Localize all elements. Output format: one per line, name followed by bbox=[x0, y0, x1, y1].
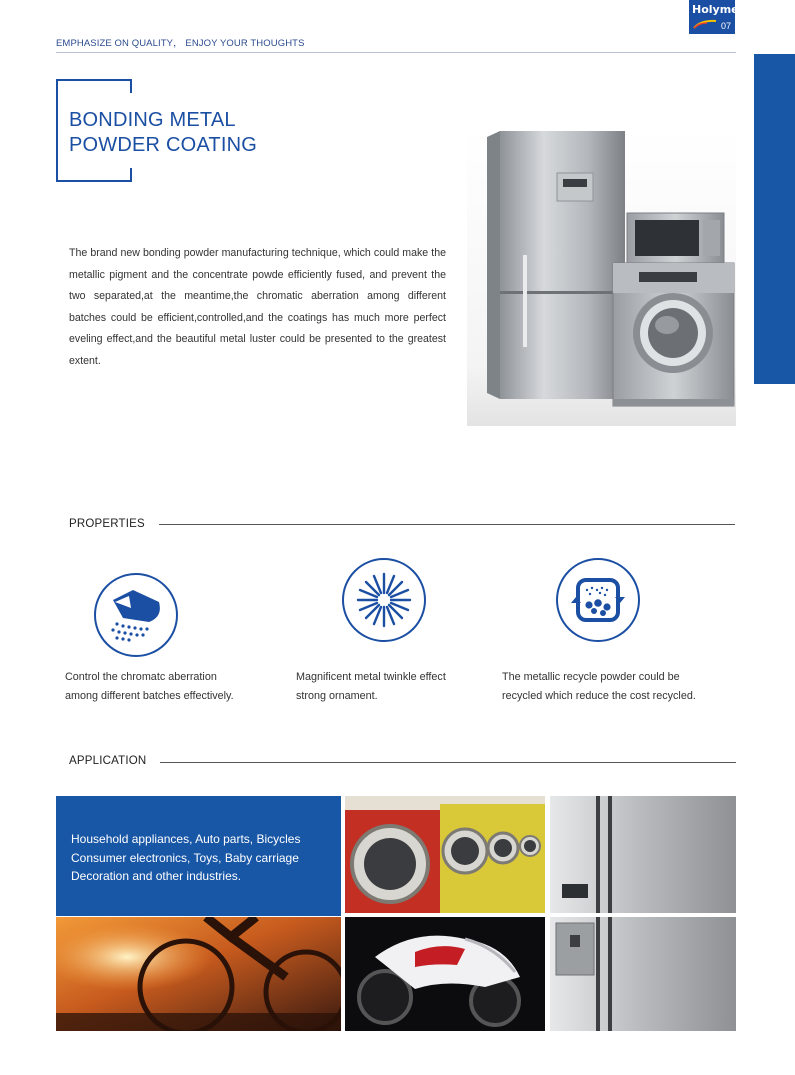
property-1-line-2: among different batches effectively. bbox=[65, 690, 234, 702]
property-3-line-1: The metallic recycle powder could be bbox=[502, 671, 680, 683]
application-divider bbox=[160, 762, 736, 763]
logo-swoosh-icon bbox=[693, 19, 717, 29]
properties-divider bbox=[159, 524, 735, 525]
property-text-1 bbox=[65, 668, 255, 706]
application-line-3: Decoration and other industries. bbox=[71, 869, 242, 883]
powder-pour-icon bbox=[93, 572, 179, 658]
brand-name: Holyme bbox=[692, 3, 739, 16]
header-divider bbox=[56, 52, 736, 53]
side-accent-band bbox=[754, 54, 795, 384]
property-1-line-1: Control the chromatc aberration bbox=[65, 671, 217, 683]
title-line-1: BONDING METAL bbox=[69, 109, 236, 131]
application-line-1: Household appliances, Auto parts, Bicycles bbox=[71, 832, 301, 846]
application-list bbox=[71, 830, 341, 886]
bicycle-photo bbox=[56, 917, 341, 1031]
page-title bbox=[69, 108, 257, 158]
property-3-line-2: recycled which reduce the cost recycled. bbox=[502, 690, 696, 702]
title-frame-tick bbox=[130, 168, 132, 182]
application-line-2: Consumer electronics, Toys, Baby carriage bbox=[71, 850, 299, 865]
appliance-photo bbox=[467, 127, 736, 426]
recycle-powder-icon bbox=[555, 557, 641, 643]
motorcycle-photo bbox=[345, 917, 545, 1031]
property-text-2 bbox=[296, 668, 471, 706]
property-text-3 bbox=[502, 668, 717, 706]
title-frame-tick bbox=[130, 79, 132, 93]
laundromat-photo bbox=[345, 796, 545, 913]
fridge-photo-bottom bbox=[550, 917, 736, 1031]
page-number: 07 bbox=[720, 21, 731, 31]
title-line-2: POWDER COATING bbox=[69, 134, 257, 156]
brand-logo bbox=[689, 0, 739, 34]
property-2-line-2: strong ornament. bbox=[296, 690, 378, 702]
intro-paragraph: The brand new bonding powder manufacturing technique, which could make the metallic pigment and the concentrate powde efficiently fused, and prevent the two separated,at the meantime,the chromatic aberration among different batches could be efficient,controlled,and the coatings has much more perfect eveling effect,and the beautiful metal luster could be presented to the greatest extent. bbox=[69, 247, 446, 367]
property-2-line-1: Magnificent metal twinkle effect bbox=[296, 671, 446, 683]
tagline: EMPHASIZE ON QUALITY， ENJOY YOUR THOUGHTS bbox=[56, 38, 305, 49]
application-heading: APPLICATION bbox=[69, 755, 147, 767]
properties-heading: PROPERTIES bbox=[69, 518, 145, 530]
fridge-photo-top bbox=[550, 796, 736, 913]
sparkle-burst-icon bbox=[341, 557, 427, 643]
